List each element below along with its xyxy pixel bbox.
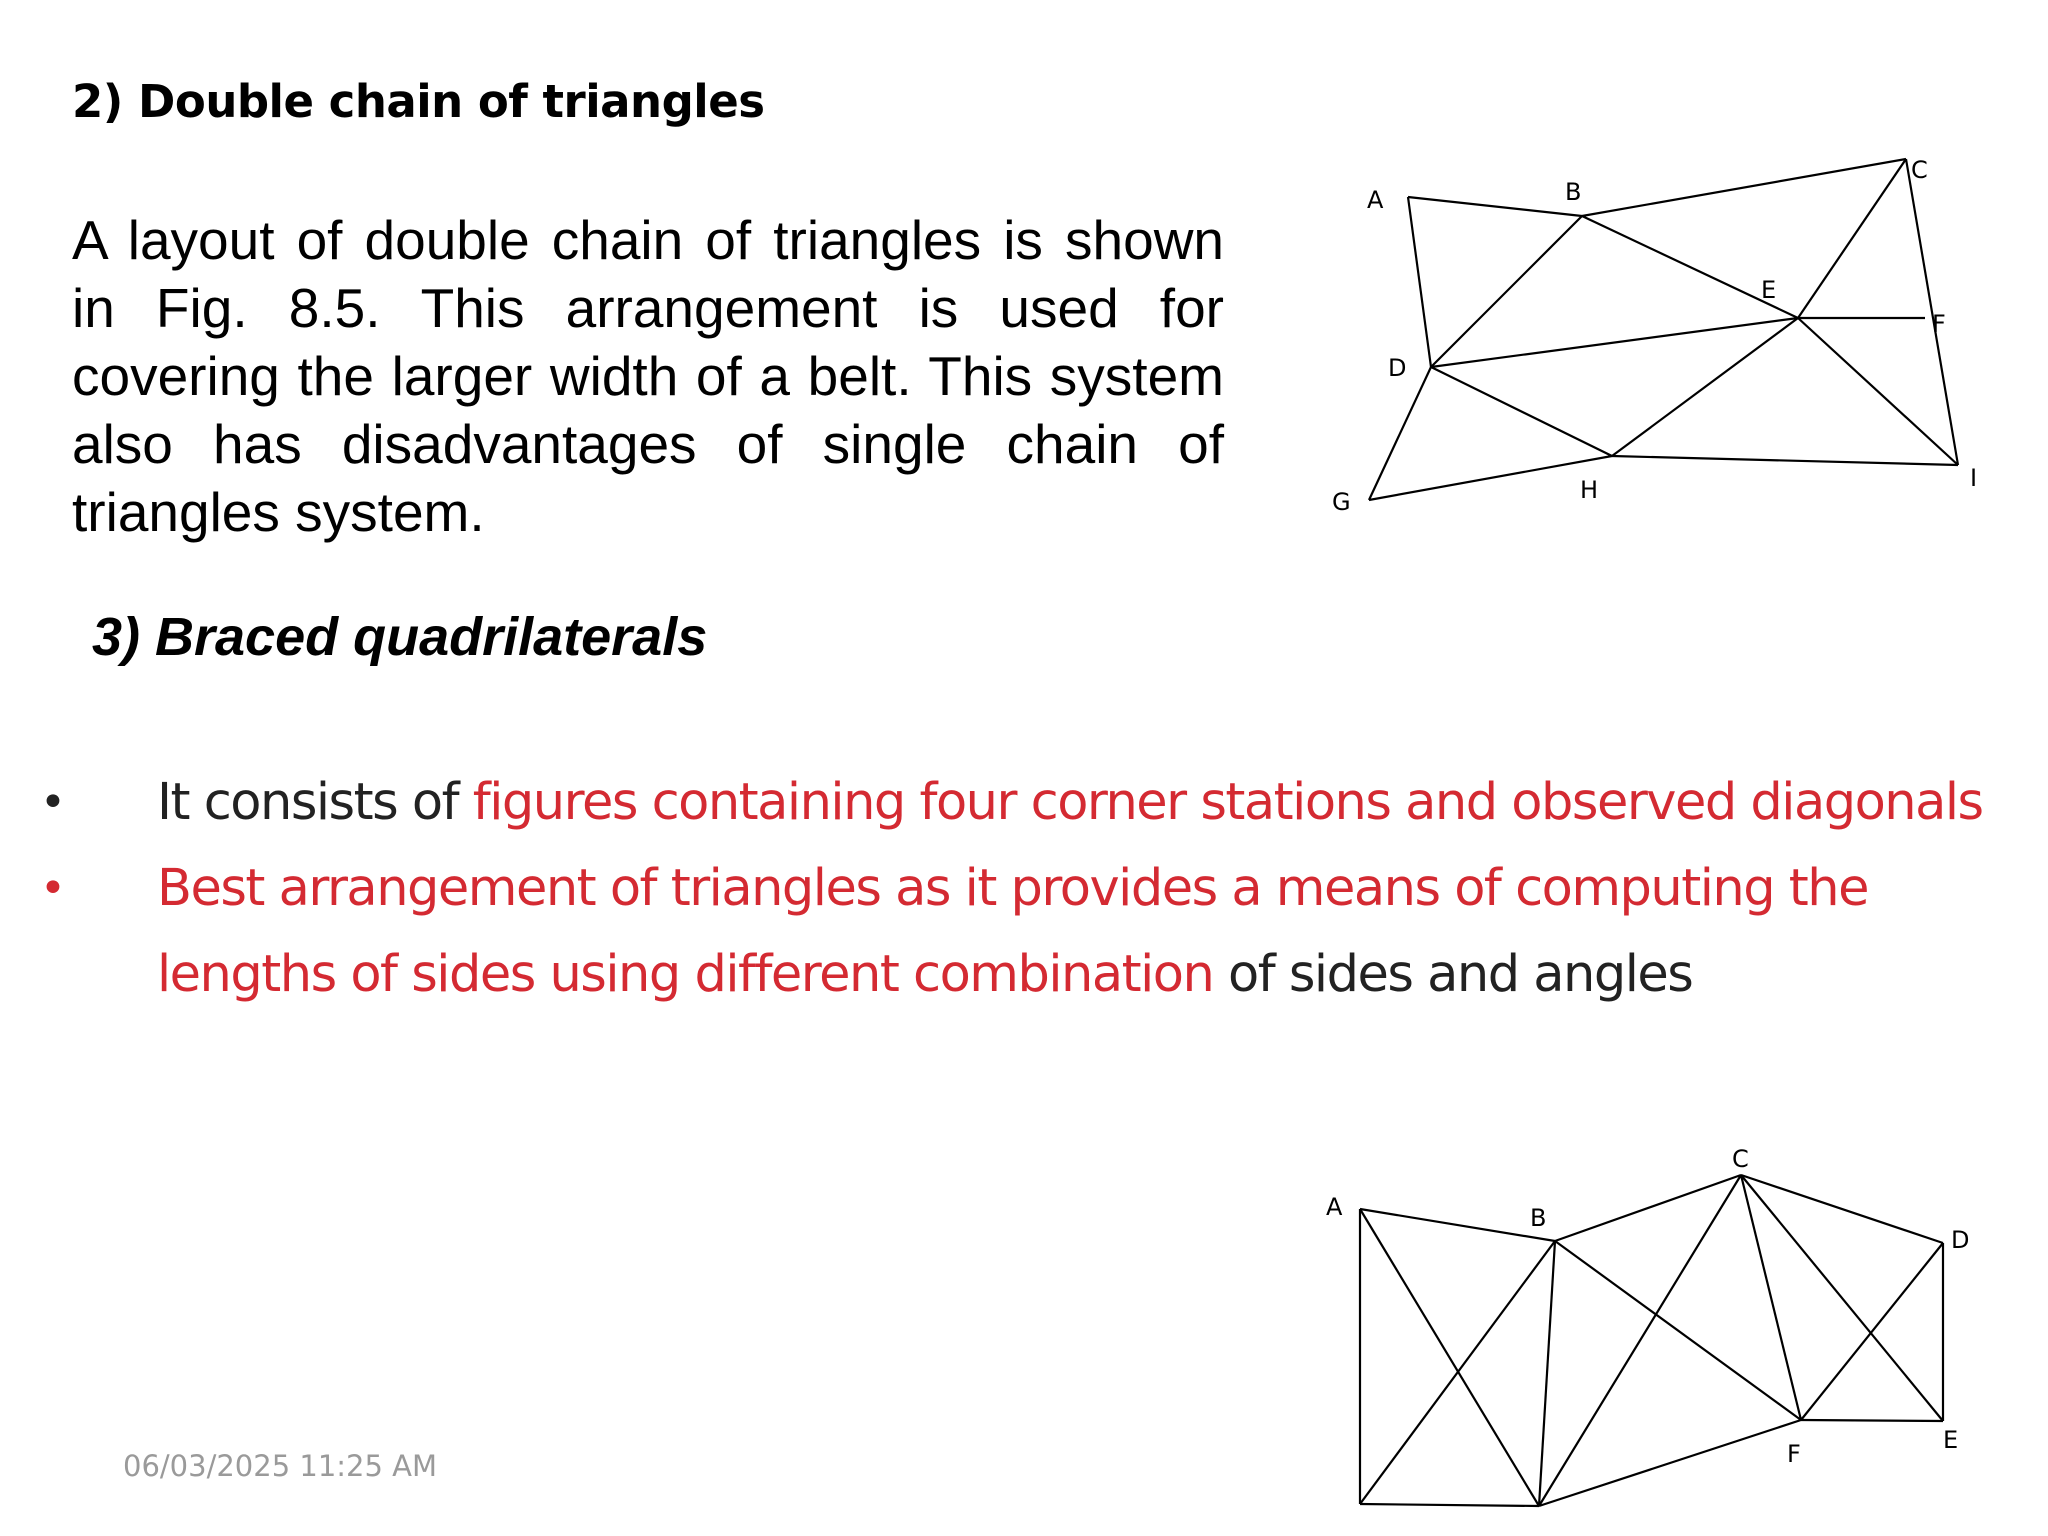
station-label-d: D bbox=[1951, 1226, 1970, 1254]
station-label-c: C bbox=[1911, 156, 1928, 184]
bullet-item bbox=[0, 846, 2048, 1018]
section-heading-braced-quadrilaterals: 3) Braced quadrilaterals bbox=[92, 607, 708, 667]
bullet-marker: • bbox=[40, 777, 65, 828]
slide-timestamp: 06/03/2025 11:25 AM bbox=[123, 1449, 438, 1483]
station-label-f: F bbox=[1787, 1440, 1801, 1468]
station-label-d: D bbox=[1388, 354, 1407, 382]
double-chain-diagram bbox=[1320, 150, 1980, 520]
station-label-e: E bbox=[1761, 276, 1777, 304]
station-label-b: B bbox=[1530, 1204, 1547, 1232]
station-label-g: G bbox=[1332, 488, 1351, 516]
bullet-text-highlight: figures containing four corner stations and observed diagonals bbox=[472, 773, 1983, 832]
station-label-h: H bbox=[1580, 476, 1599, 504]
station-label-b: B bbox=[1565, 178, 1582, 206]
diagram-edges bbox=[1360, 1175, 1943, 1506]
double-chain-description: A layout of double chain of triangles is shown in Fig. 8.5. This arrangement is used for covering the larger width of a belt. This system also has disadvantages of single chain of triangles system. bbox=[72, 209, 1224, 543]
station-label-i: I bbox=[1970, 464, 1978, 492]
bullet-marker: • bbox=[40, 863, 65, 914]
station-label-a: A bbox=[1326, 1193, 1343, 1221]
section-heading-double-chain: 2) Double chain of triangles bbox=[72, 75, 765, 128]
bullet-text-highlight: Best arrangement of triangles as it provides a means of computing the lengths of sides using different combination bbox=[157, 859, 1868, 1004]
station-label-c: C bbox=[1732, 1145, 1749, 1173]
bullet-text-plain: of sides and angles bbox=[1213, 945, 1693, 1004]
station-label-e: E bbox=[1943, 1426, 1959, 1454]
bullet-text-plain: It consists of bbox=[157, 773, 473, 832]
diagram-edges bbox=[1369, 159, 1958, 500]
braced-quadrilaterals-diagram bbox=[1320, 1145, 1980, 1518]
bullet-item bbox=[0, 760, 2048, 846]
station-label-a: A bbox=[1367, 186, 1384, 214]
braced-quadrilaterals-bullet-list bbox=[0, 760, 2048, 1018]
station-label-f: F bbox=[1932, 310, 1946, 338]
